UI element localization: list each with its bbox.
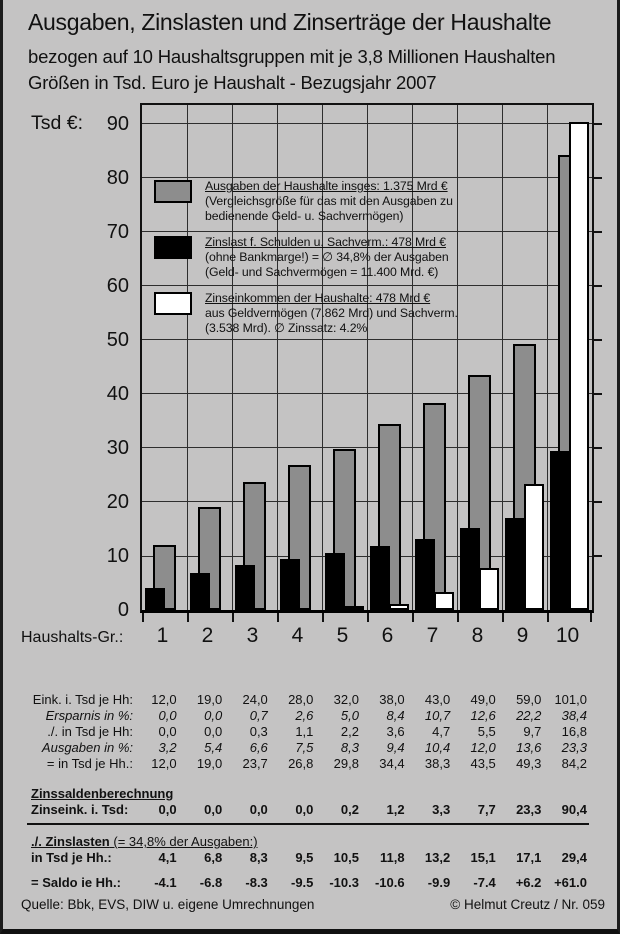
bar-zinslast-group-2 (190, 573, 210, 610)
y-axis-right-tick (594, 501, 602, 503)
table-cell: 23,7 (242, 756, 268, 771)
table-cell: 23,3 (561, 740, 587, 755)
table-section-title: Zinssaldenberechnung (31, 786, 174, 801)
bar-zinseinkommen-group-6 (389, 604, 409, 610)
legend-item-title: Ausgaben der Haushalte insges: 1.375 Mrd € (205, 179, 448, 193)
table-cell: 38,0 (379, 692, 405, 707)
bar-zinslast-group-10 (550, 451, 570, 610)
table-cell: 9,5 (295, 850, 314, 865)
x-axis-tick (232, 613, 234, 622)
table-cell: 24,0 (242, 692, 268, 707)
table-cell: 9,4 (386, 740, 405, 755)
source-note: Quelle: Bbk, EVS, DIW u. eigene Umrechnungen (21, 897, 315, 912)
table-cell: 23,3 (516, 802, 542, 817)
vertical-gridline (502, 105, 503, 610)
table-cell: 5,5 (477, 724, 496, 739)
table-cell: 16,8 (561, 724, 587, 739)
y-axis-right-tick (594, 555, 602, 557)
y-axis-right-tick (594, 393, 602, 395)
table-cell: 0,3 (249, 724, 268, 739)
table-section-title (27, 834, 589, 850)
bar-zinseinkommen-group-7 (434, 592, 454, 610)
x-axis-category-labels (140, 624, 594, 650)
legend-item-line: (Vergleichsgröße für das mit den Ausgaben zu (205, 194, 453, 208)
x-axis-tick (277, 613, 279, 622)
table-cell: -4.1 (154, 875, 177, 890)
legend-item (154, 179, 484, 224)
table-cell: 0,0 (295, 802, 314, 817)
table-divider (27, 823, 589, 825)
bar-zinseinkommen-group-10 (569, 122, 589, 610)
table-cell: 5,0 (340, 708, 359, 723)
table-cell: 3,6 (386, 724, 405, 739)
table-row-label: Zinseink. i. Tsd: (31, 802, 129, 817)
table-cell: 0,7 (249, 708, 268, 723)
x-axis-tick (457, 613, 459, 622)
table-cell: 5,4 (204, 740, 223, 755)
legend-item-line: bedienende Geld- u. Sachvermögen) (205, 209, 404, 223)
table-row (27, 875, 589, 891)
x-axis-caption: Haushalts-Gr.: (21, 629, 124, 646)
table-cell: 12,0 (151, 692, 177, 707)
table-row-label: = in Tsd je Hh.: (46, 756, 133, 771)
table-cell: 2,6 (295, 708, 314, 723)
table-cell: 19,0 (196, 692, 223, 707)
x-axis-category-label: 9 (516, 624, 529, 647)
legend-item-title: Zinseinkommen der Haushalte: 478 Mrd € (205, 291, 431, 305)
legend-swatch-zinseinkommen (154, 292, 192, 315)
vertical-gridline (547, 105, 548, 610)
bar-zinseinkommen-group-5 (344, 606, 364, 610)
x-axis-category-label: 1 (156, 624, 169, 647)
bar-zinslast-group-9 (505, 518, 525, 610)
table-row-label: Ausgaben in %: (41, 740, 133, 755)
table-cell: 15,1 (470, 850, 496, 865)
legend-item-line: aus Geldvermögen (7.862 Mrd) und Sachverm. (205, 306, 458, 320)
table-cell: 19,0 (196, 756, 223, 771)
table-cell: 26,8 (288, 756, 314, 771)
table-cell: 0,0 (249, 802, 268, 817)
bar-zinslast-group-7 (415, 539, 435, 610)
table-row-label: Ersparnis in %: (45, 708, 133, 723)
table-cell: 8,3 (340, 740, 359, 755)
table-gap (27, 772, 589, 786)
x-axis-tick (590, 613, 592, 622)
y-axis-unit-label: Tsd €: (31, 112, 84, 134)
legend-item (154, 235, 484, 280)
legend-item-title: Zinslast f. Schulden u. Sachverm.: 478 Mrd € (205, 235, 446, 249)
x-axis-category-label: 2 (201, 624, 214, 647)
table-cell: 34,4 (379, 756, 405, 771)
data-table (27, 692, 589, 891)
page-title: Ausgaben, Zinslasten und Zinserträge der Haushalte (28, 9, 552, 35)
table-cell: 22,2 (516, 708, 542, 723)
y-axis-right-tick (594, 285, 602, 287)
table-cell: 6,8 (204, 850, 223, 865)
x-axis-tick (367, 613, 369, 622)
y-axis-tick-label: 0 (117, 599, 129, 621)
table-row (27, 802, 589, 818)
table-cell: 4,1 (158, 850, 177, 865)
legend-item-text (205, 235, 449, 280)
table-cell: -8.3 (245, 875, 268, 890)
chart-legend (154, 179, 484, 347)
table-cell: 11,8 (380, 850, 405, 865)
x-axis-category-label: 4 (291, 624, 304, 647)
table-cell: 0,0 (158, 724, 177, 739)
table-cell: 0,0 (158, 708, 177, 723)
table-cell: 9,7 (523, 724, 542, 739)
table-cell: 4,7 (432, 724, 451, 739)
bar-zinslast-group-1 (145, 588, 165, 610)
table-row-label: ./. in Tsd je Hh: (47, 724, 133, 739)
bar-zinslast-group-3 (235, 565, 255, 610)
bar-zinslast-group-4 (280, 559, 300, 610)
legend-item-line: (Geld- und Sachvermögen = 11.400 Mrd. €) (205, 265, 439, 279)
table-section-title-rest: (= 34,8% der Ausgaben:) (109, 834, 258, 849)
page-subtitle-line1: bezogen auf 10 Haushaltsgruppen mit je 3,8 Millionen Haushalten (28, 46, 556, 67)
bar-zinslast-group-5 (325, 553, 345, 610)
table-cell: 49,0 (470, 692, 496, 707)
x-axis-category-label: 7 (426, 624, 439, 647)
table-cell: 0,0 (204, 708, 223, 723)
x-axis-tick (142, 613, 144, 622)
y-axis-right-tick (594, 177, 602, 179)
legend-swatch-zinslast (154, 236, 192, 259)
legend-item-line: (ohne Bankmarge!) = ∅ 34,8% der Ausgaben (205, 250, 449, 264)
table-cell: -6.8 (199, 875, 223, 890)
table-cell: 1,1 (295, 724, 314, 739)
table-cell: 90,4 (561, 802, 587, 817)
y-axis-tick-label: 90 (106, 112, 129, 135)
y-axis-right-tick (594, 447, 602, 449)
table-row (27, 724, 589, 740)
legend-swatch-ausgaben (154, 180, 192, 203)
table-cell: 17,1 (516, 850, 542, 865)
x-axis-tick (187, 613, 189, 622)
x-axis-tick (412, 613, 414, 622)
table-cell: 3,3 (432, 802, 451, 817)
x-axis-category-label: 6 (381, 624, 394, 647)
table-cell: 28,0 (288, 692, 314, 707)
table-cell: 0,0 (158, 802, 177, 817)
table-cell: 29,4 (561, 850, 587, 865)
table-cell: +61.0 (554, 875, 587, 890)
table-cell: 59,0 (516, 692, 542, 707)
y-axis-tick-label: 20 (106, 490, 129, 513)
table-cell: 7,5 (295, 740, 314, 755)
y-axis-tick-label: 60 (106, 274, 129, 297)
legend-item-text (205, 291, 458, 336)
bar-zinseinkommen-group-8 (479, 568, 499, 610)
table-cell: 10,4 (424, 740, 451, 755)
table-cell: 29,8 (333, 756, 359, 771)
table-cell: -10.3 (329, 875, 359, 890)
legend-item (154, 291, 484, 336)
bar-chart-plot-area (140, 103, 594, 613)
y-axis-tick-label: 70 (106, 220, 129, 243)
y-axis-tick-label: 30 (106, 436, 129, 459)
x-axis-tick (322, 613, 324, 622)
table-cell: 84,2 (561, 756, 587, 771)
table-cell: 10,7 (424, 708, 451, 723)
y-axis-right-tick (594, 231, 602, 233)
table-row (27, 850, 589, 866)
y-axis-tick-label: 40 (106, 382, 129, 405)
table-cell: 3,2 (158, 740, 177, 755)
legend-item-line: (3.538 Mrd). ∅ Zinssatz: 4.2% (205, 321, 368, 335)
x-axis-category-label: 3 (246, 624, 259, 647)
table-cell: 7,7 (477, 802, 496, 817)
table-cell: 101,0 (554, 692, 587, 707)
table-cell: 12,0 (151, 756, 177, 771)
table-cell: 38,4 (561, 708, 587, 723)
y-axis-right-tick (594, 123, 602, 125)
table-row (27, 740, 589, 756)
table-cell: 0,0 (204, 724, 223, 739)
table-cell: -10.6 (374, 875, 405, 890)
y-axis-tick-label: 10 (106, 544, 129, 567)
table-row (27, 708, 589, 724)
table-cell: +6.2 (515, 875, 542, 890)
table-cell: 43,0 (424, 692, 451, 707)
table-cell: 32,0 (333, 692, 359, 707)
x-axis-category-label: 10 (555, 624, 580, 647)
table-cell: 8,4 (386, 708, 405, 723)
x-axis-tick (502, 613, 504, 622)
bar-zinseinkommen-group-9 (524, 484, 544, 610)
copyright-note: © Helmut Creutz / Nr. 059 (450, 897, 605, 912)
table-cell: -9.9 (427, 875, 451, 890)
table-cell: 1,2 (386, 802, 405, 817)
table-row-label: in Tsd je Hh.: (31, 850, 112, 865)
table-cell: 0,0 (204, 802, 223, 817)
table-section-title-bold: ./. Zinslasten (31, 834, 110, 849)
table-cell: 0,2 (340, 802, 359, 817)
table-cell: 13,6 (516, 740, 542, 755)
x-axis-category-label: 5 (336, 624, 349, 647)
table-cell: 2,2 (340, 724, 359, 739)
table-cell: 8,3 (249, 850, 268, 865)
table-cell: 49,3 (516, 756, 542, 771)
table-cell: -9.5 (290, 875, 314, 890)
table-row (27, 692, 589, 708)
table-cell: 12,0 (470, 740, 496, 755)
table-cell: 13,2 (424, 850, 451, 865)
table-cell: 6,6 (249, 740, 268, 755)
bar-zinslast-group-6 (370, 546, 390, 610)
x-axis-tick (547, 613, 549, 622)
x-axis-category-label: 8 (471, 624, 484, 647)
y-axis-right-tick (594, 339, 602, 341)
y-axis-tick-label: 80 (106, 166, 129, 189)
legend-item-text (205, 179, 453, 224)
table-cell: 12,6 (470, 708, 496, 723)
bar-zinslast-group-8 (460, 528, 480, 610)
table-row-label: Eink. i. Tsd je Hh: (32, 692, 133, 707)
table-cell: 43,5 (470, 756, 496, 771)
page-subtitle-line2: Größen in Tsd. Euro je Haushalt - Bezugsjahr 2007 (28, 72, 437, 93)
table-row (27, 756, 589, 772)
table-cell: -7.4 (473, 875, 496, 890)
y-axis-tick-labels (3, 103, 129, 621)
table-cell: 10,5 (333, 850, 359, 865)
table-cell: 38,3 (424, 756, 451, 771)
table-gap (27, 866, 589, 875)
y-axis-tick-label: 50 (106, 328, 129, 351)
table-row-label: = Saldo ie Hh.: (31, 875, 121, 890)
